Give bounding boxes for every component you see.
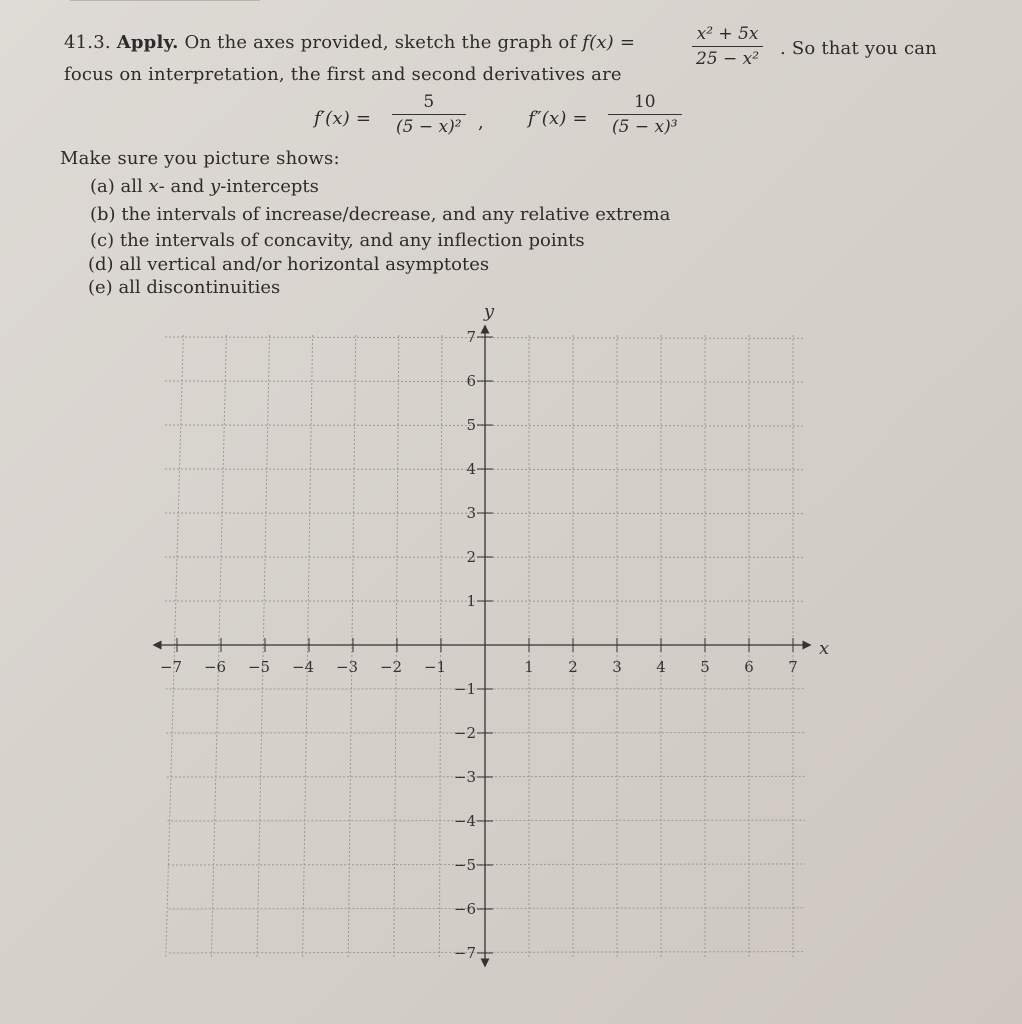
grid-line-vertical	[257, 335, 270, 958]
item-text: all discontinuities	[118, 277, 281, 298]
item-text: - and	[158, 176, 205, 197]
y-tick-label: −5	[453, 856, 476, 874]
x-tick-label: −7	[159, 658, 183, 676]
x-tick-label: −3	[335, 658, 359, 676]
first-derivative-name: f′(x) =	[314, 108, 372, 129]
y-tick-label: −2	[453, 724, 476, 742]
item-marker: (a)	[90, 176, 115, 197]
axes	[157, 329, 807, 963]
item-text: the intervals of increase/decrease, and any relative extrema	[121, 204, 671, 225]
item-text: -intercepts	[220, 176, 319, 197]
item-text: all	[120, 176, 143, 197]
x-tick-label: 4	[656, 658, 666, 676]
y-tick-label: −4	[453, 812, 476, 830]
first-derivative-numerator: 5	[423, 92, 435, 112]
y-tick-label: 6	[466, 372, 476, 390]
x-tick-label: −1	[423, 658, 447, 676]
x-tick-label: −2	[379, 658, 403, 676]
item-text: the intervals of concavity, and any inflection points	[119, 230, 585, 251]
x-tick-label: −6	[203, 658, 227, 676]
item-marker: (c)	[90, 230, 115, 251]
y-tick-label: 5	[466, 416, 476, 434]
y-tick-label: 4	[466, 460, 476, 478]
y-tick-label: 7	[466, 328, 476, 346]
x-tick-label: −5	[247, 658, 271, 676]
problem-line-1-tail: . So that you can	[780, 38, 937, 59]
second-derivative-numerator: 10	[633, 92, 656, 112]
x-axis-label: x	[819, 638, 830, 659]
item-marker: (d)	[88, 254, 114, 275]
item-var-x: x	[148, 176, 159, 197]
x-tick-label: 5	[700, 658, 710, 676]
y-tick-label: −6	[453, 900, 476, 918]
function-name: f(x) =	[582, 32, 636, 53]
x-tick-label: 7	[788, 658, 798, 676]
problem-heading: Apply.	[116, 32, 179, 53]
x-tick-label: 1	[524, 658, 534, 676]
item-marker: (e)	[88, 277, 113, 298]
problem-line-2: focus on interpretation, the first and second derivatives are	[64, 64, 622, 85]
function-denominator: 25 − x²	[696, 49, 760, 69]
x-tick-label: 3	[612, 658, 622, 676]
derivative-comma: ,	[478, 112, 484, 133]
y-tick-label: 2	[466, 548, 476, 566]
x-tick-label: 6	[744, 658, 754, 676]
problem-number: 41.3.	[64, 32, 111, 53]
y-axis-label: y	[483, 301, 495, 322]
first-derivative-denominator: (5 − x)²	[396, 117, 462, 137]
y-tick-label: −7	[453, 944, 476, 962]
x-tick-label: 2	[568, 658, 578, 676]
y-tick-label: −3	[453, 768, 476, 786]
second-derivative-denominator: (5 − x)³	[612, 117, 678, 137]
y-tick-label: 3	[466, 504, 476, 522]
tick-labels	[160, 301, 829, 962]
second-derivative-name: f″(x) =	[528, 108, 588, 129]
function-numerator: x² + 5x	[696, 24, 759, 44]
y-tick-label: 1	[466, 592, 476, 610]
problem-intro: On the axes provided, sketch the graph of	[184, 32, 577, 53]
item-var-y: y	[210, 176, 221, 197]
item-marker: (b)	[90, 204, 116, 225]
checklist-intro: Make sure you picture shows:	[60, 148, 340, 169]
y-tick-label: −1	[453, 680, 476, 698]
item-text: all vertical and/or horizontal asymptotes	[119, 254, 490, 275]
x-tick-label: −4	[291, 658, 315, 676]
